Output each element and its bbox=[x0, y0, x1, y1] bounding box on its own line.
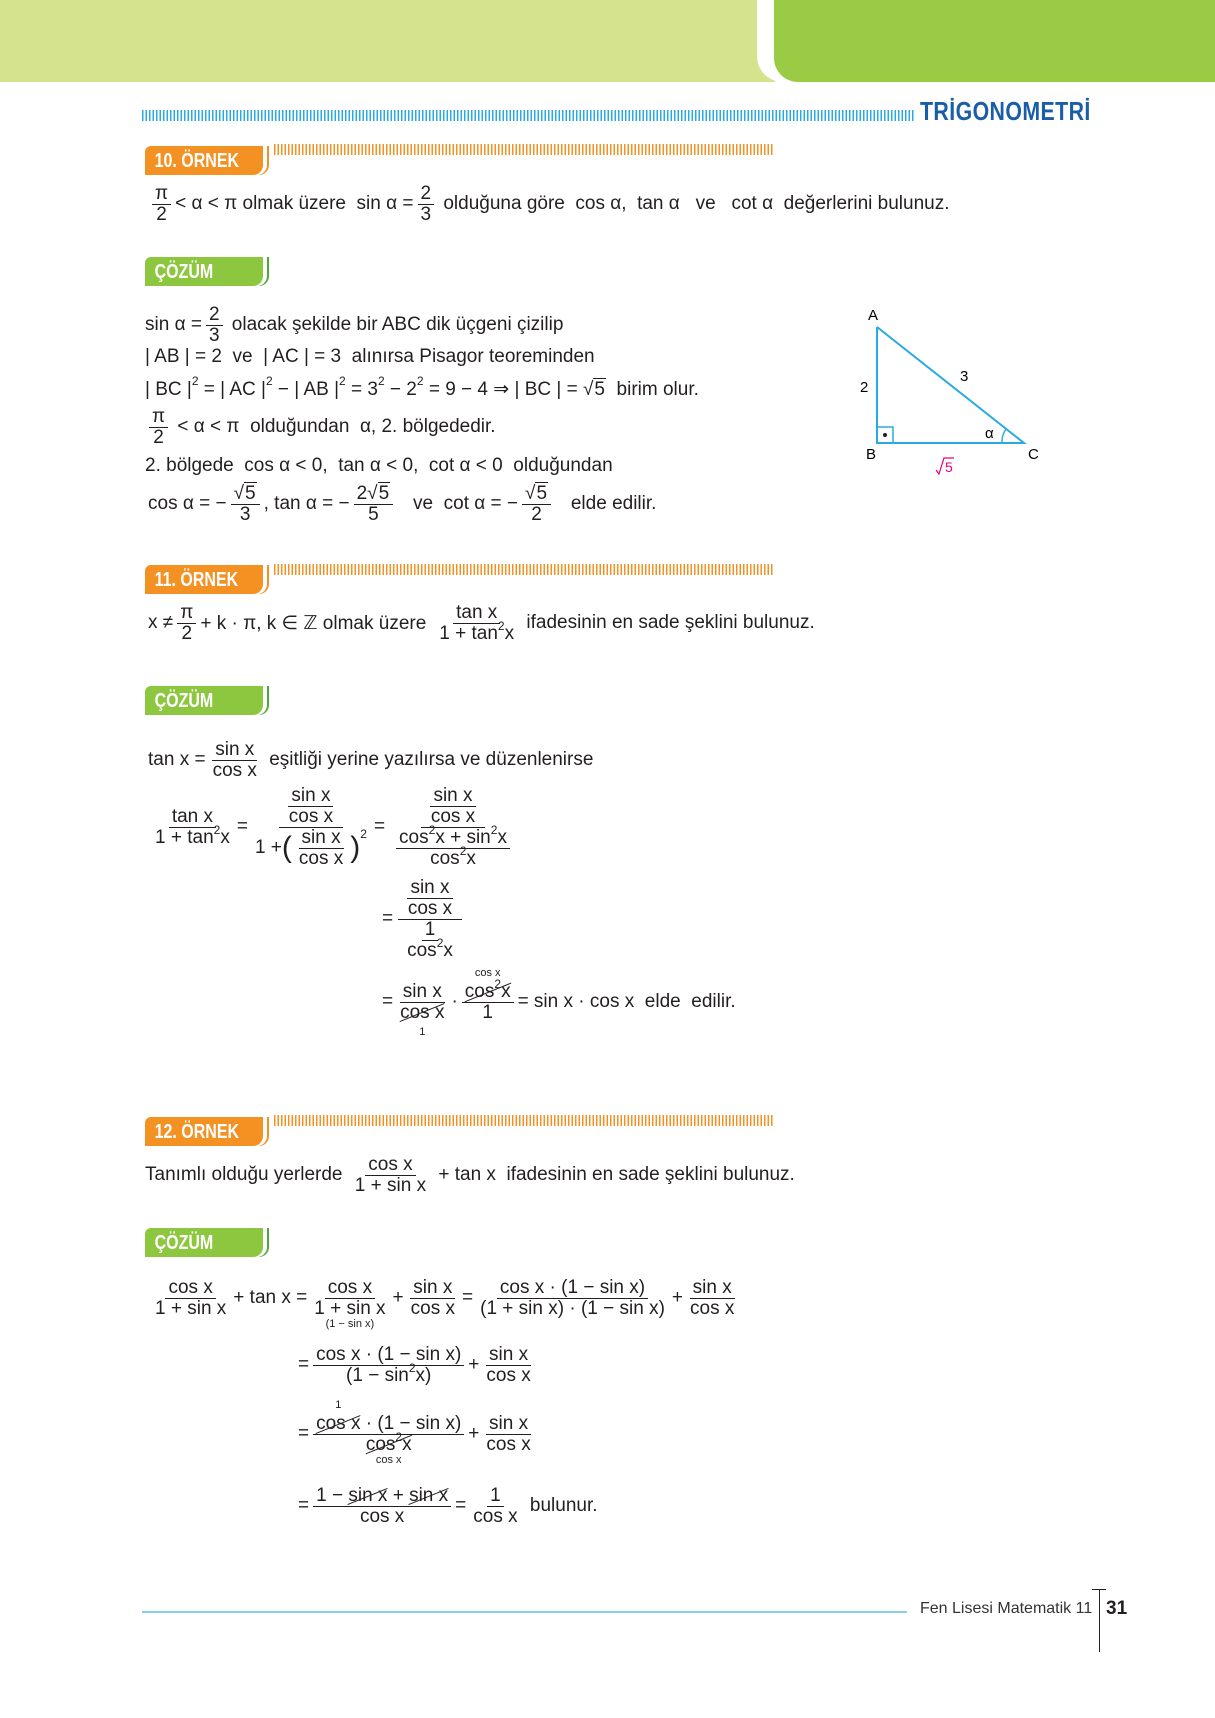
example-12-badge bbox=[145, 1117, 263, 1146]
exponent: 2 bbox=[494, 977, 502, 991]
text: birim olur. bbox=[605, 379, 699, 400]
radicand: 5 bbox=[378, 483, 390, 504]
math-group bbox=[313, 1486, 451, 1507]
exponent: 2 bbox=[360, 827, 367, 842]
exponent: 2 bbox=[416, 374, 424, 388]
numerator: 2 bbox=[418, 184, 435, 205]
square-root bbox=[583, 379, 606, 401]
math-group bbox=[405, 878, 455, 919]
example-11-question bbox=[148, 603, 815, 644]
fraction bbox=[152, 184, 171, 225]
denominator: 3 bbox=[420, 203, 432, 225]
solution-line bbox=[382, 967, 736, 1038]
cancelled-term: sin x bbox=[348, 1485, 388, 1506]
text: | BC | bbox=[145, 379, 192, 400]
text: = 9 − 4 ⇒ | BC | = bbox=[423, 379, 583, 400]
fraction bbox=[687, 1278, 737, 1319]
denominator: cos x bbox=[473, 1505, 518, 1527]
text: x bbox=[402, 1433, 412, 1455]
math-group bbox=[398, 878, 462, 920]
chapter-title: TRİGONOMETRİ bbox=[920, 96, 1091, 126]
numerator: tan x bbox=[453, 603, 500, 624]
example-divider bbox=[274, 1115, 774, 1126]
fraction bbox=[462, 967, 514, 1023]
solution-line bbox=[298, 1486, 598, 1527]
math-group bbox=[279, 786, 343, 828]
fraction bbox=[252, 786, 370, 869]
fraction bbox=[210, 740, 260, 781]
numerator: π bbox=[177, 603, 196, 624]
denominator: 2 bbox=[531, 503, 542, 525]
math-group bbox=[313, 1399, 464, 1435]
denominator: cos x bbox=[690, 1297, 735, 1319]
denominator: 3 bbox=[239, 503, 251, 525]
math-group bbox=[152, 822, 233, 848]
denominator: 2 bbox=[156, 203, 167, 225]
exponent: 2 bbox=[408, 1360, 416, 1375]
numerator: cos x bbox=[165, 1278, 215, 1299]
numerator: sin x bbox=[288, 786, 333, 807]
text: cos bbox=[399, 826, 429, 848]
exponent: 2 bbox=[497, 618, 505, 633]
equals: = bbox=[298, 1495, 310, 1517]
math-group bbox=[296, 828, 346, 869]
denominator: 2 bbox=[181, 622, 193, 644]
numerator: 2 bbox=[206, 305, 223, 326]
text: + bbox=[387, 1485, 410, 1506]
example-divider bbox=[274, 564, 774, 575]
badge-label: 12. ÖRNEK bbox=[154, 1121, 240, 1143]
badge-label: ÇÖZÜM bbox=[154, 690, 214, 712]
text: 2. bölgede cos α < 0, tan α < 0, cot α < 0 olduğundan bbox=[145, 455, 613, 476]
solution-line bbox=[145, 455, 613, 477]
denominator: (1 + sin x) · (1 − sin x) bbox=[480, 1297, 665, 1319]
text: x bbox=[504, 622, 515, 644]
solution-line bbox=[148, 786, 521, 869]
fraction bbox=[397, 878, 463, 961]
cancelled-term: cos x bbox=[316, 1413, 361, 1434]
footer-divider bbox=[1099, 1589, 1100, 1652]
fraction bbox=[352, 1155, 429, 1196]
numerator: 1 bbox=[422, 920, 439, 941]
text: < α < π bbox=[175, 193, 238, 215]
numerator: tan x bbox=[169, 807, 216, 828]
text: x ≠ bbox=[148, 612, 174, 634]
math-group bbox=[397, 1001, 447, 1038]
text: olmak üzere sin α = bbox=[237, 193, 414, 215]
text: x bbox=[220, 826, 230, 848]
plus: + bbox=[392, 1287, 404, 1309]
solution-line bbox=[148, 740, 593, 781]
math-group bbox=[428, 786, 478, 827]
fraction bbox=[418, 184, 435, 225]
annotation: 1 bbox=[419, 1025, 426, 1038]
denominator: 1 + sin x bbox=[354, 1174, 427, 1196]
fraction bbox=[483, 1345, 533, 1386]
square-root bbox=[234, 484, 257, 504]
solution-line bbox=[145, 346, 595, 368]
equals: = bbox=[236, 816, 248, 838]
text: x) bbox=[415, 1364, 432, 1386]
text: elde edilir. bbox=[555, 493, 657, 515]
angle-label: α bbox=[985, 425, 994, 442]
text: · (1 − sin x) bbox=[360, 1413, 462, 1434]
paren: ) bbox=[350, 831, 361, 865]
denominator: cos x bbox=[410, 1297, 456, 1319]
numerator: sin x bbox=[410, 1278, 455, 1299]
math-group bbox=[354, 484, 394, 505]
text: tan x = bbox=[148, 749, 206, 771]
text: olacak şekilde bir ABC dik üçgeni çizilip bbox=[226, 314, 564, 336]
numerator: sin x bbox=[407, 878, 452, 899]
math-group bbox=[286, 786, 336, 827]
right-triangle-diagram bbox=[850, 300, 1050, 480]
text: x bbox=[443, 939, 453, 961]
text: (1 − sin bbox=[346, 1364, 409, 1386]
math-group bbox=[397, 920, 463, 961]
numerator: sin x bbox=[486, 1414, 531, 1435]
example-divider bbox=[274, 144, 774, 155]
fraction bbox=[354, 484, 394, 525]
badge-label: ÇÖZÜM bbox=[154, 261, 214, 283]
exponent: 2 bbox=[213, 822, 221, 837]
fraction bbox=[149, 407, 168, 448]
text: + tan x ifadesinin en sade şeklini bulunuz. bbox=[433, 1164, 795, 1186]
math-group bbox=[145, 374, 699, 401]
math-group bbox=[252, 828, 370, 869]
denominator: 1 + sin x bbox=[314, 1297, 386, 1319]
badge-label: 10. ÖRNEK bbox=[154, 150, 240, 172]
math-group bbox=[363, 1429, 415, 1466]
text: Tanımlı olduğu yerlerde bbox=[145, 1164, 348, 1186]
text: cos bbox=[464, 981, 495, 1002]
denominator: 5 bbox=[368, 503, 379, 525]
text: = 3 bbox=[345, 379, 378, 400]
equals: = bbox=[298, 1423, 310, 1445]
coefficient: 2 bbox=[356, 483, 368, 504]
fraction bbox=[152, 807, 233, 848]
annotation: cos x bbox=[375, 1453, 402, 1466]
solution-line bbox=[145, 305, 563, 346]
math-group bbox=[396, 822, 510, 869]
text: 1 + tan bbox=[155, 826, 214, 848]
exponent: 2 bbox=[191, 374, 199, 388]
book-title: Fen Lisesi Matematik 11 bbox=[920, 1600, 1093, 1617]
numerator: sin x bbox=[400, 982, 445, 1003]
denominator: cos x bbox=[288, 805, 334, 827]
exponent: 2 bbox=[265, 374, 273, 388]
text: 1 + tan bbox=[439, 622, 498, 644]
fraction bbox=[152, 1278, 229, 1319]
denominator: 1 + sin x bbox=[155, 1297, 227, 1319]
numerator: sin x bbox=[690, 1278, 735, 1299]
math-group bbox=[421, 786, 485, 828]
math-group bbox=[343, 1360, 434, 1386]
text: olduğuna göre cos α, tan α ve cot α değerlerini bulunuz. bbox=[438, 193, 950, 215]
text: = | AC | bbox=[198, 379, 266, 400]
equals: = bbox=[455, 1495, 467, 1517]
equals: = bbox=[382, 908, 394, 930]
text: + k · π, k ∈ ℤ olmak üzere bbox=[200, 612, 427, 634]
math-group bbox=[231, 484, 260, 505]
header-band-light bbox=[0, 0, 775, 82]
text: ve cot α = − bbox=[397, 493, 519, 515]
page-number: 31 bbox=[1106, 1598, 1128, 1619]
text: , tan α = − bbox=[263, 493, 350, 515]
text: ifadesinin en sade şeklini bulunuz. bbox=[521, 612, 815, 634]
square-root bbox=[367, 484, 390, 504]
text: cos α = − bbox=[148, 493, 227, 515]
plus: + bbox=[468, 1423, 480, 1445]
text: 1 + bbox=[254, 837, 282, 859]
text: + tan x = bbox=[233, 1287, 308, 1309]
solution-10-badge bbox=[145, 257, 263, 286]
angle-arc bbox=[1002, 429, 1006, 443]
exponent: 2 bbox=[436, 935, 444, 950]
equals: = bbox=[382, 991, 394, 1013]
math-group bbox=[464, 977, 511, 1002]
radicand: 5 bbox=[536, 483, 548, 504]
side-ac-label: 3 bbox=[960, 368, 969, 385]
text: sin α = bbox=[145, 314, 202, 336]
denominator: cos x bbox=[359, 1505, 405, 1527]
fraction bbox=[311, 1277, 388, 1330]
numerator: sin x bbox=[212, 740, 257, 761]
denominator: 1 bbox=[482, 1001, 493, 1023]
fraction bbox=[470, 1486, 520, 1527]
text: = sin x · cos x elde edilir. bbox=[517, 991, 736, 1013]
exponent: 2 bbox=[395, 1429, 403, 1444]
denominator: 2 bbox=[153, 426, 164, 448]
equals: = bbox=[298, 1354, 310, 1376]
denominator: 3 bbox=[208, 324, 220, 346]
fraction bbox=[408, 1278, 458, 1319]
fraction bbox=[436, 603, 517, 644]
math-group bbox=[396, 822, 510, 849]
plus: + bbox=[468, 1354, 480, 1376]
text: 1 − bbox=[316, 1485, 349, 1506]
text: bulunur. bbox=[524, 1495, 598, 1517]
math-group bbox=[389, 822, 517, 869]
solution-line bbox=[145, 407, 496, 448]
math-group bbox=[462, 967, 514, 1003]
vertex-a-label: A bbox=[868, 307, 879, 324]
fraction bbox=[477, 1278, 668, 1319]
denominator: cos x bbox=[212, 759, 257, 781]
denominator: cos x bbox=[486, 1364, 531, 1386]
fraction bbox=[313, 1399, 464, 1466]
math-group bbox=[404, 935, 456, 961]
numerator: 1 bbox=[487, 1486, 504, 1507]
text: eşitliği yerine yazılırsa ve düzenlenirse bbox=[263, 749, 594, 771]
solution-line bbox=[145, 374, 699, 401]
annotation: 1 bbox=[335, 1399, 342, 1411]
numerator: cos x · (1 − sin x) bbox=[313, 1345, 464, 1366]
triangle-sides bbox=[877, 327, 1024, 443]
dot: · bbox=[451, 991, 458, 1013]
denominator: cos x bbox=[430, 805, 476, 827]
math-group bbox=[311, 1297, 388, 1330]
numerator: sin x bbox=[430, 786, 475, 807]
exponent: 2 bbox=[428, 822, 436, 837]
text: | AB | = 2 ve | AC | = 3 alınırsa Pisagor teoreminden bbox=[145, 346, 595, 367]
cancelled-term: cos x bbox=[400, 1001, 445, 1023]
solution-line bbox=[148, 484, 656, 525]
equals: = bbox=[462, 1287, 474, 1309]
solution-line bbox=[382, 878, 467, 961]
paren: ( bbox=[281, 831, 292, 865]
annotation: cos x bbox=[474, 967, 501, 979]
text: cos bbox=[407, 939, 437, 961]
numerator: π bbox=[149, 407, 168, 428]
denominator: cos x bbox=[298, 847, 344, 869]
badge-label: ÇÖZÜM bbox=[154, 1232, 214, 1254]
equals: = bbox=[373, 816, 386, 838]
header-band-dark bbox=[774, 0, 1215, 82]
text: < α < π olduğundan α, 2. bölgededir. bbox=[172, 416, 496, 438]
fraction bbox=[231, 484, 260, 525]
exponent: 2 bbox=[377, 374, 385, 388]
example-10-badge bbox=[145, 146, 263, 175]
radicand: 5 bbox=[245, 483, 256, 504]
text: x + sin bbox=[435, 826, 491, 848]
math-group bbox=[365, 1429, 412, 1455]
denominator: cos x bbox=[486, 1433, 531, 1455]
side-bc-label: 5 bbox=[945, 459, 953, 475]
math-group bbox=[522, 484, 551, 505]
math-group bbox=[316, 1399, 361, 1434]
solution-line bbox=[298, 1399, 538, 1466]
fraction bbox=[522, 484, 551, 525]
numerator: cos x bbox=[325, 1278, 375, 1299]
text: − | AB | bbox=[272, 379, 340, 400]
fraction bbox=[313, 1486, 451, 1527]
denominator: cos x bbox=[407, 897, 453, 919]
text: x bbox=[497, 826, 507, 848]
fraction bbox=[206, 305, 223, 346]
fraction bbox=[389, 786, 517, 869]
annotation: (1 − sin x) bbox=[325, 1317, 375, 1330]
plus: + bbox=[671, 1287, 684, 1309]
exponent: 2 bbox=[459, 843, 467, 858]
square-root bbox=[525, 484, 548, 504]
text: x bbox=[501, 981, 511, 1002]
numerator: sin x bbox=[486, 1345, 531, 1366]
text: cos bbox=[365, 1433, 396, 1455]
footer-line bbox=[142, 1611, 907, 1613]
badge-label: 11. ÖRNEK bbox=[154, 569, 239, 591]
fraction bbox=[397, 981, 447, 1038]
math-group bbox=[436, 618, 517, 644]
vertex-c-label: C bbox=[1028, 446, 1039, 463]
numerator: cos x · (1 − sin x) bbox=[497, 1278, 648, 1299]
fraction bbox=[177, 603, 196, 644]
example-10-question bbox=[148, 184, 950, 225]
title-divider bbox=[142, 110, 915, 121]
cancelled-term: sin x bbox=[409, 1485, 449, 1506]
right-angle-dot bbox=[883, 433, 887, 437]
exponent: 2 bbox=[339, 374, 346, 388]
text: x bbox=[466, 847, 476, 869]
solution-11-badge bbox=[145, 686, 263, 715]
fraction bbox=[313, 1345, 464, 1386]
math-group bbox=[404, 920, 456, 961]
exponent: 2 bbox=[490, 822, 498, 837]
solution-12-badge bbox=[145, 1228, 263, 1257]
solution-line bbox=[298, 1345, 538, 1386]
math-group bbox=[427, 843, 479, 869]
text: − 2 bbox=[384, 379, 417, 400]
example-11-badge bbox=[145, 565, 263, 594]
numerator: cos x bbox=[365, 1155, 415, 1176]
text: cos bbox=[430, 847, 460, 869]
example-12-question bbox=[145, 1155, 795, 1196]
radicand: 5 bbox=[594, 379, 605, 400]
side-ab-label: 2 bbox=[860, 379, 869, 396]
fraction bbox=[483, 1414, 533, 1455]
footer-divider-top bbox=[1092, 1589, 1106, 1590]
numerator: π bbox=[152, 184, 171, 205]
solution-line bbox=[148, 1277, 741, 1330]
vertex-b-label: B bbox=[866, 446, 877, 463]
numerator: sin x bbox=[299, 828, 344, 849]
